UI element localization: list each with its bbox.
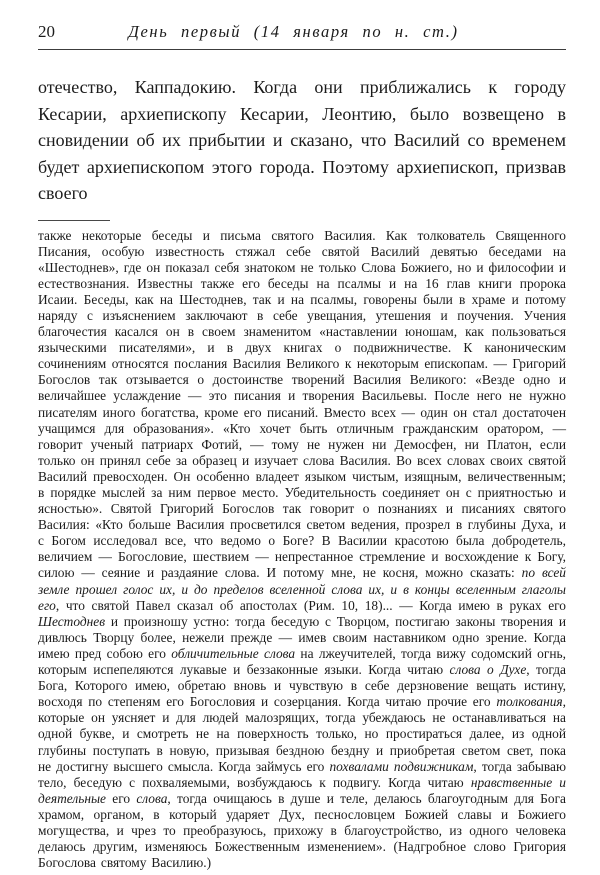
running-head: День первый (14 января по н. ст.) <box>128 22 459 41</box>
page-number: 20 <box>38 22 55 41</box>
page-header <box>38 22 566 50</box>
body-paragraph: отечество, Каппадокию. Когда они приближались к городу Кесарии, архиепископу Кесарии, Леонтию, было возвещено в сновидении об их прибытии и сказано, что Василий со временем будет архиепископом этого города. Поэтому архиепископ, призвав своего <box>38 77 566 203</box>
footnote-text: также некоторые беседы и письма святого Василия. Как толкователь Священного Писания, особую известность стяжал себе святой Василий девятью беседами на «Шестоднев», где он показал себя знатоком не только Слова Божиего, но и философии и естествознания. Известны также его беседы на псалмы и на 16 глав книги пророка Исаии. Беседы, как на Шестоднев, так и на псалмы, говорены были в храме и потому наряду с изъяснением заключают в себе увещания, утешения и поучения. Учения благочестия касался он в своем знаменитом «наставлении юношам, как пользоваться языческими писателями», и в двух книгах о подвижничестве. К каноническим сочинениям относятся послания Василия Великого к некоторым епископам. — Григорий Богослов так отзывается о достоинстве творений Василия Великого: «Везде одно и величайшее услаждение — это писания и творения Васильевы. После него не нужно писателям иного богатства, кроме его писаний. Вместо всех — один он стал достаточен учащимся для образования». «Кто хочет быть отличным гражданским оратором, — говорит ученый патриарх Фотий, — тому не нужен ни Демосфен, ни Платон, если только он принял себе за образец и изучает слова Василия. Во всех словах своих святой Василий превосходен. Он особенно владеет языком чистым, изящным, величественным; в порядке мыслей за ним первое место. Убедительность соединяет он с приятностью и ясностью». Святой Григорий Богослов так говорит о познаниях и писаниях святого Василия: «Кто больше Василия просветился светом ведения, прозрел в глубины Духа, и с Богом исследовал все, что ведомо о Боге? В Василии красотою была добродетель, величием — Богословие, шествием — непрестанное стремление и восхождение к Богу, силою — сеяние и раздаяние слова. И потому мне, не косня, можно сказать: по всей земле прошел голос их, и до пределов вселенной слова их, и в концы вселенным глаголы его, что святой Павел сказал об апостолах (Рим. 10, 18)... — Когда имею в руках его Шестоднев и произношу устно: тогда беседую с Творцом, постигаю законы творения и дивлюсь Творцу более, нежели прежде — имев своим наставником одно зрение. Когда имею пред собою его обличительные слова на лжеучителей, тогда вижу содомский огнь, которым испепеляются лукавые и беззаконные языки. Когда читаю слова о Духе, тогда Бога, Которого имею, обретаю вновь и чувствую в себе дерзновение вещать истину, восходя по степеням его Богословия и созерцания. Когда читаю прочие его толкования, которые он уясняет и для людей малозрящих, тогда убеждаюсь не останавливаться на одной букве, и смотреть не на поверхность только, но простираться далее, из одной глубины поступать в новую, призывая бездною бездну и приобретая светом свет, пока не достигну высшего смысла. Когда займусь его похвалами подвижникам, тогда забываю тело, беседую с похваляемыми, возбуждаюсь к подвигу. Когда читаю нравственные и деятельные его слова, тогда очищаюсь в душе и теле, делаюсь благоугодным для Бога храмом, органом, в который ударяет Дух, песнословцем Божией славы и Божиего могущества, и чрез то преобразуюсь, прихожу в благоустройство, из одного человека делаюсь другим, изменяюсь Божественным изменением». (Надгробное слово Григория Богослова святому Василию.) <box>38 227 566 871</box>
footnote-separator <box>38 220 110 221</box>
